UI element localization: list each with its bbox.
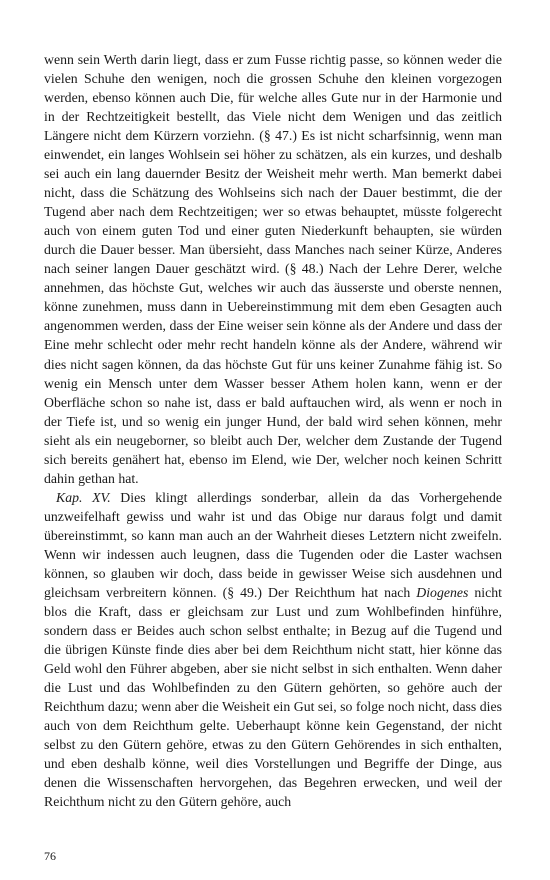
emphasized-name: Diogenes — [416, 584, 469, 600]
text-run: nicht blos die Kraft, dass er gleichsam zur Lust und zum Wohlbefinden hinführe, sondern dass er Beides auch schon selbst enthalte; in Bezug auf die Tugend und die übrigen Künste finde dies aber bei dem Reichthum nicht statt, hier könne das Geld wohl den Führer abgeben, aber sie nicht selbst in sich enthalten. Wenn daher die Lust und das Wohlbefinden zu den Gütern gehörten, so gehöre auch der Reichthum dazu; wenn aber die Weisheit ein Gut sei, so folge noch nicht, dass dies auch von dem Reichthum gelte. Ueberhaupt könne kein Gegenstand, der nicht selbst zu den Gütern gehöre, etwas zu den Gütern Gehörendes in sich enthalten, und eben deshalb könne, weil dies Vorstellungen und Begriffe der Dinge, aus denen die Wissenschaften hervorgehen, das Begehren erwecken, und weil der Reichthum nicht zu den Gütern gehöre, auch — [44, 584, 502, 810]
chapter-heading: Kap. XV. — [56, 489, 111, 505]
paragraph-2 — [44, 488, 502, 812]
text-run: Dies klingt allerdings sonderbar, allein da das Vorhergehende unzweifelhaft gewiss und wahr ist und das Obige nur daraus folgt und damit übereinstimmt, so kann man auch an der Wahrheit dieses Letztern nicht zweifeln. Wenn wir indessen auch leugnen, dass die Tugenden oder die Laster wachsen können, so glauben wir doch, dass beide in gewisser Weise sich ausdehnen und gleichsam verbreitern können. (§ 49.) Der Reichthum hat nach — [44, 489, 502, 600]
text-run: wenn sein Werth darin liegt, dass er zum Fusse richtig passe, so können weder die vielen Schuhe den wenigen, noch die grossen Schuhe den kleinen vorgezogen werden, ebenso können auch Die, für welche alles Gute nur in der Harmonie und in der Rechtzeitigkeit bestellt, das Viele nicht dem Wenigen und das zeitlich Längere nicht dem Kürzern vorziehn. (§ 47.) Es ist nicht scharfsinnig, wenn man einwendet, ein langes Wohlsein sei höher zu schätzen, als ein kurzes, und deshalb sei auch ein lang dauernder Besitz der Weisheit mehr werth. Man bemerkt dabei nicht, dass die Schätzung des Wohlseins sich nach der Dauer bestimmt, die der Tugend aber nach dem Rechtzeitigen; wer so etwas behauptet, müsste folgerecht auch von einem guten Tod und einer guten Niederkunft behaupten, sie würden durch die Dauer besser. Man übersieht, dass Manches nach seiner Kürze, Anderes nach seiner langen Dauer geschätzt wird. (§ 48.) Nach der Lehre Derer, welche annehmen, das höchste Gut, welches wir auch das äusserste und oberste nennen, könne zunehmen, muss dann in Uebereinstimmung mit dem eben Gesagten auch angenommen werden, dass der Eine weiser sein könne als der Andere und dass der Eine mehr schlecht oder mehr recht handeln könne als der Andere, während wir dies nicht sagen können, da das höchste Gut für uns keiner Zunahme fähig ist. So wenig ein Mensch unter dem Wasser besser Athem holen kann, wenn er der Oberfläche schon so nahe ist, dass er bald auftauchen wird, als wenn er noch in der Tiefe ist, und so wenig ein junger Hund, der bald wird sehen können, mehr sieht als ein neugeborner, so bleibt auch Der, welcher dem Zustande der Tugend sich bereits genähert hat, ebenso im Elend, wie Der, welcher noch keinen Schritt dahin gethan hat. — [44, 52, 502, 486]
body-text — [44, 50, 502, 811]
paragraph-1 — [44, 50, 502, 488]
page-number: 76 — [44, 849, 56, 863]
